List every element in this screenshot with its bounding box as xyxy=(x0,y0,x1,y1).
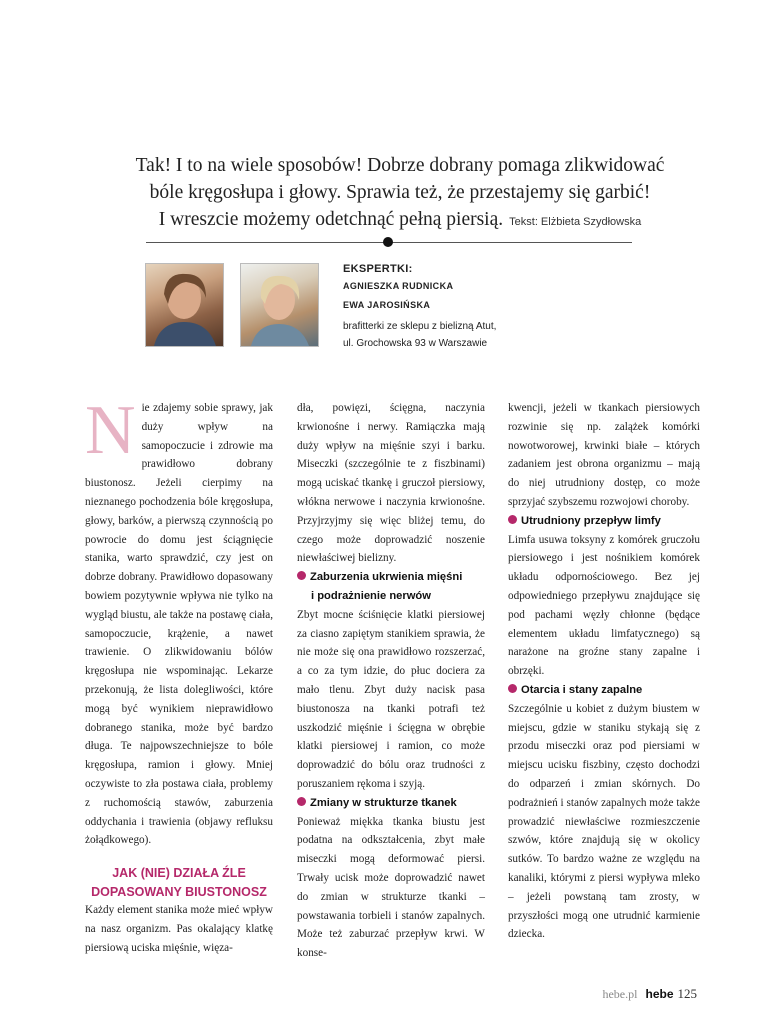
bullet-icon xyxy=(508,684,517,693)
subheading-2 xyxy=(297,794,485,813)
subheading-1-line-1: Zaburzenia ukrwienia mięśni xyxy=(310,571,463,584)
divider-dot xyxy=(383,237,393,247)
col1-paragraph-2: Każdy element stanika może mieć wpływ na nasz organizm. Pas okalający klatkę piersiową uciska mięśnie, więza- xyxy=(85,904,273,954)
footer-brand: hebe xyxy=(645,987,674,1001)
subheading-2-text: Zmiany w strukturze tkanek xyxy=(310,796,457,809)
lead-line-2: bóle kręgosłupa i głowy. Sprawia też, że przestajemy się garbić! xyxy=(149,182,651,203)
lead-line-3 xyxy=(120,206,680,236)
expert-info-line-2: ul. Grochowska 93 w Warszawie xyxy=(343,338,488,349)
footer-site: hebe.pl xyxy=(602,987,638,1001)
drop-cap: N xyxy=(85,392,136,469)
col2-paragraph-2: Zbyt mocne ściśnięcie klatki piersiowej za ciasno zapiętym stanikiem sprawia, że nie może się ona prawidłowo rozszerzać, a co za tym idzie, do płuc dociera za mało tlenu. Zbyt duży nacisk pasa biustonosza na tkanki potrafi też uszkodzić mięśnie i ścięgna w obrębie klatki piersiowej i ramion, co może doprowadzić do bólu oraz trudności z poruszaniem rękoma i szyją. xyxy=(297,608,485,790)
article-column-3 xyxy=(508,399,700,944)
section-heading-line-1: JAK (NIE) DZIAŁA ŹLE xyxy=(112,866,246,881)
col2-paragraph-3: Ponieważ miękka tkanka biustu jest podatna na odkształcenia, zbyt małe miseczki mogą deformować piersi. Trwały ucisk może doprowadzić nawet do zmian w strukturze tkanki – powstawania torbieli i stanów zapalnych. Może też zaburzać przepływ krwi. W konse- xyxy=(297,815,485,960)
subheading-4 xyxy=(508,681,700,700)
section-heading-line-2: DOPASOWANY BIUSTONOSZ xyxy=(91,884,267,899)
portrait-illustration-1 xyxy=(146,264,223,346)
article-column-2 xyxy=(297,399,485,963)
lead-line-3-text: I wreszcie możemy odetchnąć pełną piersią. xyxy=(158,209,504,230)
subheading-3 xyxy=(508,512,700,531)
portrait-illustration-2 xyxy=(241,264,318,346)
expert-name-1: AGNIESZKA RUDNICKA xyxy=(343,281,454,291)
expert-photo-2 xyxy=(240,263,319,347)
bullet-icon xyxy=(297,797,306,806)
expert-photo-1 xyxy=(145,263,224,347)
col3-paragraph-2: Limfa usuwa toksyny z komórek gruczołu piersiowego i jest nośnikiem komórek układu odpornościowego. Bez jej odpowiedniego przepływu znajdujące się pod pachami węzły chłonne (będące elementem układu limfatycznego) są narażone na groźne stany zapalne i obrzęki. xyxy=(508,533,700,678)
author-credit: Tekst: Elżbieta Szydłowska xyxy=(509,216,642,228)
page-footer xyxy=(602,986,697,1002)
article-column-1 xyxy=(85,392,273,958)
section-heading xyxy=(85,864,273,901)
col2-paragraph-1: dła, powięzi, ścięgna, naczynia krwionośne i nerwy. Ramiączka mają duży wpływ na mięśnie szyi i barku. Miseczki (szczególnie te z fiszbinami) mogą uciskać tkankę i gruczoł piersiowy, włókna nerwowe i naczynia krwionośne. Przyjrzyjmy się więc bliżej temu, do czego może doprowadzić noszenie niewłaściwej bielizny. xyxy=(297,402,485,565)
page-number: 125 xyxy=(677,986,697,1001)
experts-label: EKSPERTKI: xyxy=(343,263,413,275)
col3-paragraph-3: Szczególnie u kobiet z dużym biustem w miejscu, gdzie w staniku stykają się z przodu miseczki oraz pod piersiami w miejscu ucisku fiszbiny, często dochodzi do odparzeń i zmian skórnych. Do podrażnień i stanów zapalnych może także prowadzić niewłaściwe rozmieszczenie szwów, które znajdują się w okolicy sutków. To bardzo ważne ze względu na kanaliki, którymi z piersi wypływa mleko – jeżeli powstaną tam zrosty, w przyszłości mogą one utrudnić karmienie dziecka. xyxy=(508,702,700,941)
subheading-4-text: Otarcia i stany zapalne xyxy=(521,683,643,696)
bullet-icon xyxy=(297,571,306,580)
expert-info-line-1: brafitterki ze sklepu z bielizną Atut, xyxy=(343,321,497,332)
subheading-1 xyxy=(297,568,485,606)
subheading-1-line-2: i podrażnienie nerwów xyxy=(311,589,431,602)
subheading-3-text: Utrudniony przepływ limfy xyxy=(521,514,661,527)
lead-paragraph xyxy=(120,152,680,236)
experts-box xyxy=(343,262,496,352)
col1-paragraph-1: ie zdajemy sobie sprawy, jak duży wpływ na samopoczucie i zdrowie ma prawidłowo dobrany biustonosz. Jeżeli cierpimy na nieznanego pochodzenia bóle kręgosłupa, głowy, barków, a pierwszą czynnością po powrocie do domu jest ściągnięcie stanika, warto sprawdzić, czy jest on dobrze dobrany. Prawidłowo dopasowany bowiem pozytywnie wpływa nie tylko na wygląd biustu, ale także na postawę ciała, samopoczucie, krążenie, a nawet trawienie. O zlikwidowaniu bólów kręgosłupa nie wspominając. Lekarze przekonują, że lista dolegliwości, które mogą być wynikiem nieprawidłowo dobranego stanika, może być bardzo długa. Te najpowszechniejsze to bóle kręgosłupa, ramion i głowy. Mniej oczywiste to zła postawa ciała, problemy z ruchomością stawów, zaburzenia oddychania i trawienia (objawy refluksu żołądkowego). xyxy=(85,402,273,847)
bullet-icon xyxy=(508,515,517,524)
lead-line-1: Tak! I to na wiele sposobów! Dobrze dobrany pomaga zlikwidować xyxy=(135,155,665,176)
expert-name-2: EWA JAROSIŃSKA xyxy=(343,300,431,310)
col3-paragraph-1: kwencji, jeżeli w tkankach piersiowych rozwinie się np. zalążek komórki nowotworowej, krwinki białe – których zadaniem jest obrona organizmu – mają do niej utrudniony dostęp, co może sprzyjać szybszemu rozwojowi choroby. xyxy=(508,402,700,508)
